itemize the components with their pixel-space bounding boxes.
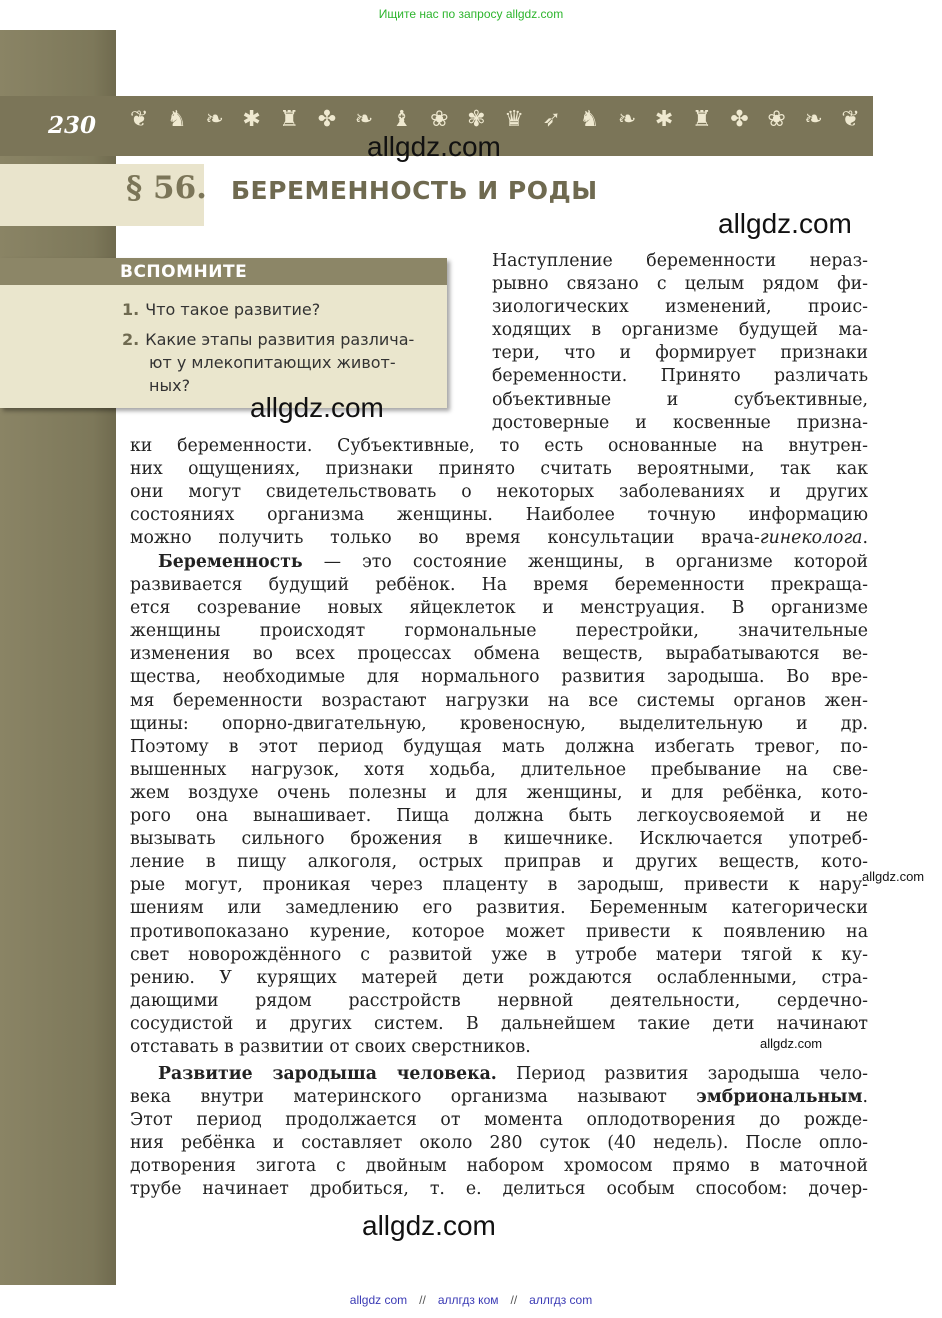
watermark: allgdz.com [862, 869, 925, 884]
bull-icon: ♜ [691, 106, 712, 132]
recall-question-2 [122, 328, 442, 397]
text-line: Развитие зародыша человека. Период развития зародыша чело- [158, 1064, 868, 1084]
recall-title: ВСПОМНИТЕ [120, 262, 248, 282]
fox-icon: ♞ [167, 106, 187, 132]
text-line: они могут свидетельствовать о некоторых заболеваниях и других [130, 482, 868, 503]
butterfly-icon: ❀ [767, 106, 786, 132]
watermark: allgdz.com [367, 131, 501, 162]
text-line: женщины происходят гормональные перестройки, значительные [130, 621, 868, 642]
paragraph-3 [130, 1063, 868, 1202]
ram-icon: ♝ [391, 106, 412, 132]
text-line: противопоказано курение, которое может привести к появлению на [130, 921, 868, 942]
text-line: рые могут, проникая через плаценту в зародыш, привести к нару- [130, 875, 868, 896]
text-line: века внутри материнского организма называют эмбриональным. [130, 1087, 868, 1108]
text-line: изменения во всех процессах обмена веществ, вырабатываются ве- [130, 644, 868, 665]
text-line: щины: опорно-двигательную, кровеносную, выделительную и др. [130, 713, 868, 734]
bottom-links [0, 1293, 942, 1307]
text-line: сосудистой и других систем. В дальнейшем такие дети начинают [130, 1013, 868, 1034]
text-line: дающими рядом расстройств нервной деятельности, сердечно- [130, 990, 868, 1011]
text-line: беременности. Принято различать [492, 366, 868, 387]
text-line: рывно связано с целым рядом фи- [492, 274, 868, 295]
question-text: Что такое развитие? [145, 300, 321, 319]
text-line: можно получить только во время консультации врача-гинеколога. [130, 528, 868, 549]
text-line: Беременность — это состояние женщины, в организме которой [158, 552, 868, 572]
shark-icon: ➶ [542, 106, 561, 132]
separator: // [419, 1293, 426, 1307]
text-line: них ощущениях, признаки принято считать вероятными, так как [130, 459, 868, 480]
question-text-cont: ют у млекопитающих живот- [149, 353, 396, 372]
bird-icon: ❧ [617, 106, 637, 132]
text-line: ки беременности. Субъективные, то есть основанные на внутрен- [130, 436, 868, 456]
text-line: вызывать сильного брожения в кишечнике. Исключается употреб- [130, 829, 868, 850]
text-line: рению. У курящих матерей дети рождаются ослабленными, стра- [130, 967, 868, 988]
text-line: объективные и субъективные, [492, 389, 868, 410]
text-line: рого она вынашивает. Пища должна быть легкоусвояемой и не [130, 806, 868, 827]
fox-icon: ♞ [579, 106, 600, 132]
whale-icon: ❦ [841, 106, 860, 132]
text-line: Этот период продолжается от момента оплодотворения до рожде- [130, 1110, 868, 1131]
text-line: ходящих в организме будущей ма- [492, 320, 868, 341]
recall-question-1 [122, 298, 442, 321]
text-line: щества, необходимые для нормального развития зародыша. Во вре- [130, 667, 868, 688]
text-line: отставать в развитии от своих сверстников. [130, 1036, 531, 1057]
bull-icon: ♜ [279, 106, 300, 132]
text-line: мя беременности возрастают нагрузки на все системы органов жен- [130, 690, 868, 711]
watermark: allgdz.com [250, 392, 384, 423]
insect-icon: ✱ [654, 106, 674, 132]
bold-term: эмбриональным [696, 1087, 863, 1108]
question-text-cont: ных? [149, 376, 191, 395]
recall-box [0, 258, 447, 408]
top-search-hint[interactable]: Ищите нас по запросу allgdz.com [378, 7, 564, 21]
question-number: 2. [122, 330, 140, 349]
question-number: 1. [122, 300, 140, 319]
separator: // [510, 1293, 518, 1307]
text-line: дотворения зигота с двойным набором хромосом прямо в маточной [130, 1156, 868, 1177]
text-line: состояниях организма женщины. Наиболее точную информацию [130, 505, 868, 526]
text-line: ление в пищу алкоголя, острых приправ и других веществ, кото- [130, 852, 868, 873]
fish-icon: ❦ [130, 106, 149, 132]
bottom-link[interactable]: allgdz com [349, 1293, 408, 1307]
section-number: § 56. [126, 170, 207, 206]
butterfly-icon: ❀ [430, 106, 449, 132]
watermark: allgdz.com [362, 1210, 496, 1241]
text-line: вышенных нагрузок, хотя ходьба, длительное пребывание на све- [130, 759, 868, 780]
section-title: БЕРЕМЕННОСТЬ И РОДЫ [231, 176, 598, 205]
text-line: развивается будущий ребёнок. На время беременности прекраща- [130, 575, 868, 596]
bold-term: Развитие зародыша человека. [158, 1064, 497, 1084]
text-line: жем воздухе очень полезны и для женщины, и для ребёнка, кото- [130, 782, 868, 803]
question-text: Какие этапы развития различа- [145, 330, 415, 349]
page-number: 230 [48, 112, 97, 139]
watermark: allgdz.com [760, 1036, 823, 1051]
textbook-page [0, 30, 942, 1285]
animal-silhouettes-strip [130, 104, 860, 134]
paragraph-1 [130, 435, 868, 550]
bird-icon: ❧ [804, 106, 823, 132]
lizard-icon: ✤ [317, 106, 337, 132]
intro-paragraph [492, 250, 868, 435]
text-line: шениям или замедлению его развития. Беременным категорически [130, 898, 868, 919]
text-line: Наступление беременности нераз- [492, 251, 868, 271]
text-line: ется созревание новых яйцеклеток и менструация. В организме [130, 598, 868, 619]
paragraph-2 [130, 551, 868, 1059]
snail-icon: ✾ [467, 106, 486, 132]
insect-icon: ✱ [242, 106, 261, 132]
bottom-link[interactable]: аллгдз ком [437, 1293, 499, 1307]
text-line: свет новорождённого с развитой уже в утробе матери тягой к ку- [130, 944, 868, 965]
watermark: allgdz.com [718, 208, 852, 239]
camel-icon: ♛ [504, 106, 524, 132]
bottom-link[interactable]: аллгдз com [529, 1293, 593, 1307]
text-line: ния ребёнка и составляет около 280 суток (40 недель). После опло- [130, 1133, 868, 1154]
text-line: Поэтому в этот период будущая мать должна избегать тревог, по- [130, 736, 868, 757]
text-line: достоверные и косвенные призна- [492, 412, 868, 433]
text-line: тери, что и формирует признаки [492, 343, 868, 364]
bold-term: Беременность [158, 552, 303, 572]
text-line: зиологических изменений, проис- [492, 297, 868, 318]
bird-icon: ❧ [354, 106, 374, 132]
text-line: трубе начинает дробиться, т. е. делиться особым способом: дочер- [130, 1179, 868, 1200]
lizard-icon: ✤ [730, 106, 749, 132]
italic-term: гинеколога [759, 528, 863, 549]
bird-icon: ❧ [205, 106, 224, 132]
